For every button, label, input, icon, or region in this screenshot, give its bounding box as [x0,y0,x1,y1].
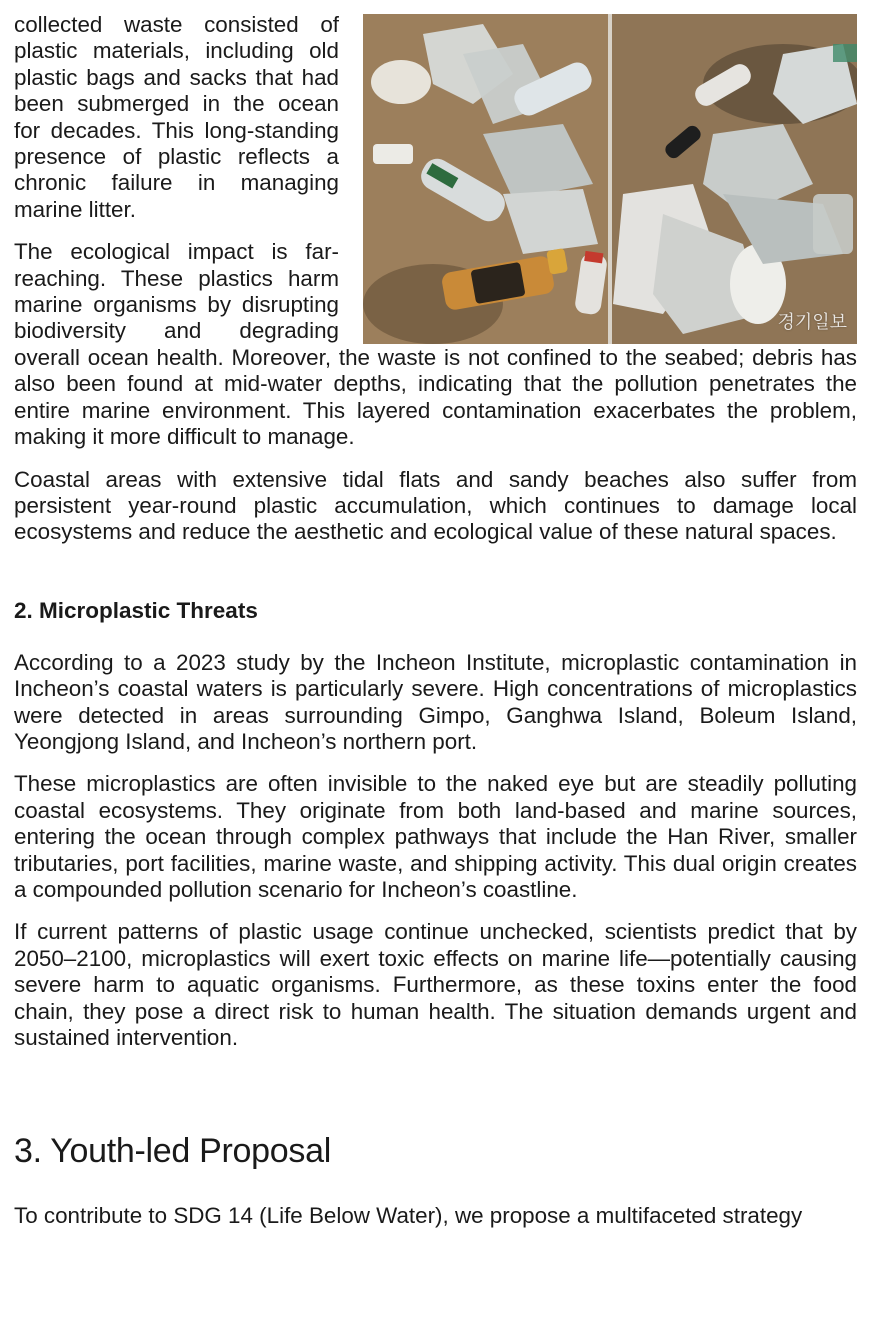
section2-heading: 2. Microplastic Threats [14,597,258,623]
section2-paragraph-2: These microplastics are often invisible to the naked eye but are steadily polluting coastal ecosystems. They originate from both land-based and marine sources, entering the ocean through complex pathways that include the Han River, smaller tributaries, port facilities, marine waste, and shipping activity. This dual origin creates a compounded pollution scenario for Incheon’s coastline. [14,771,857,902]
section3-heading: 3. Youth-led Proposal [14,1132,331,1171]
photo-watermark: 경기일보 [777,312,847,333]
section1-paragraph-1: collected waste consisted of plastic materials, including old plastic bags and sacks that had been submerged in the ocean for decades. This long-standing presence of plastic reflects a chronic failure in managing marine litter. [14,12,339,222]
marine-debris-photo [363,14,857,344]
section3-paragraph-1: To contribute to SDG 14 (Life Below Water), we propose a multifaceted strategy [14,1203,803,1229]
section1-paragraph-2: The ecological impact is far-reaching. These plastics harm marine organisms by disrupting biodiversity and degrading overall ocean health. Moreover, the waste is not confined to the seabed; debris has also been found at mid-water depths, indicating that the pollution penetrates the entire marine environment. This layered contamination exacerbates the problem, making it more difficult to manage. [14,239,857,450]
section2-paragraph-1: According to a 2023 study by the Incheon Institute, microplastic contamination in Incheon’s coastal waters is particularly severe. High concentrations of microplastics were detected in areas surrounding Gimpo, Ganghwa Island, Boleum Island, Yeongjong Island, and Incheon’s northern port. [14,649,857,754]
document-page [14,12,857,1230]
section1-paragraph-3: Coastal areas with extensive tidal flats and sandy beaches also suffer from persistent year-round plastic accumulation, which continues to damage local ecosystems and reduce the aesthetic and ecological value of these natural spaces. [14,466,857,545]
marine-debris-photo-illustration [363,14,857,344]
section2-paragraph-3: If current patterns of plastic usage continue unchecked, scientists predict that by 2050–2100, microplastics will exert toxic effects on marine life—potentially causing severe harm to aquatic organisms. Furthermore, as these toxins enter the food chain, they pose a direct risk to human health. The situation demands urgent and sustained intervention. [14,919,857,1050]
